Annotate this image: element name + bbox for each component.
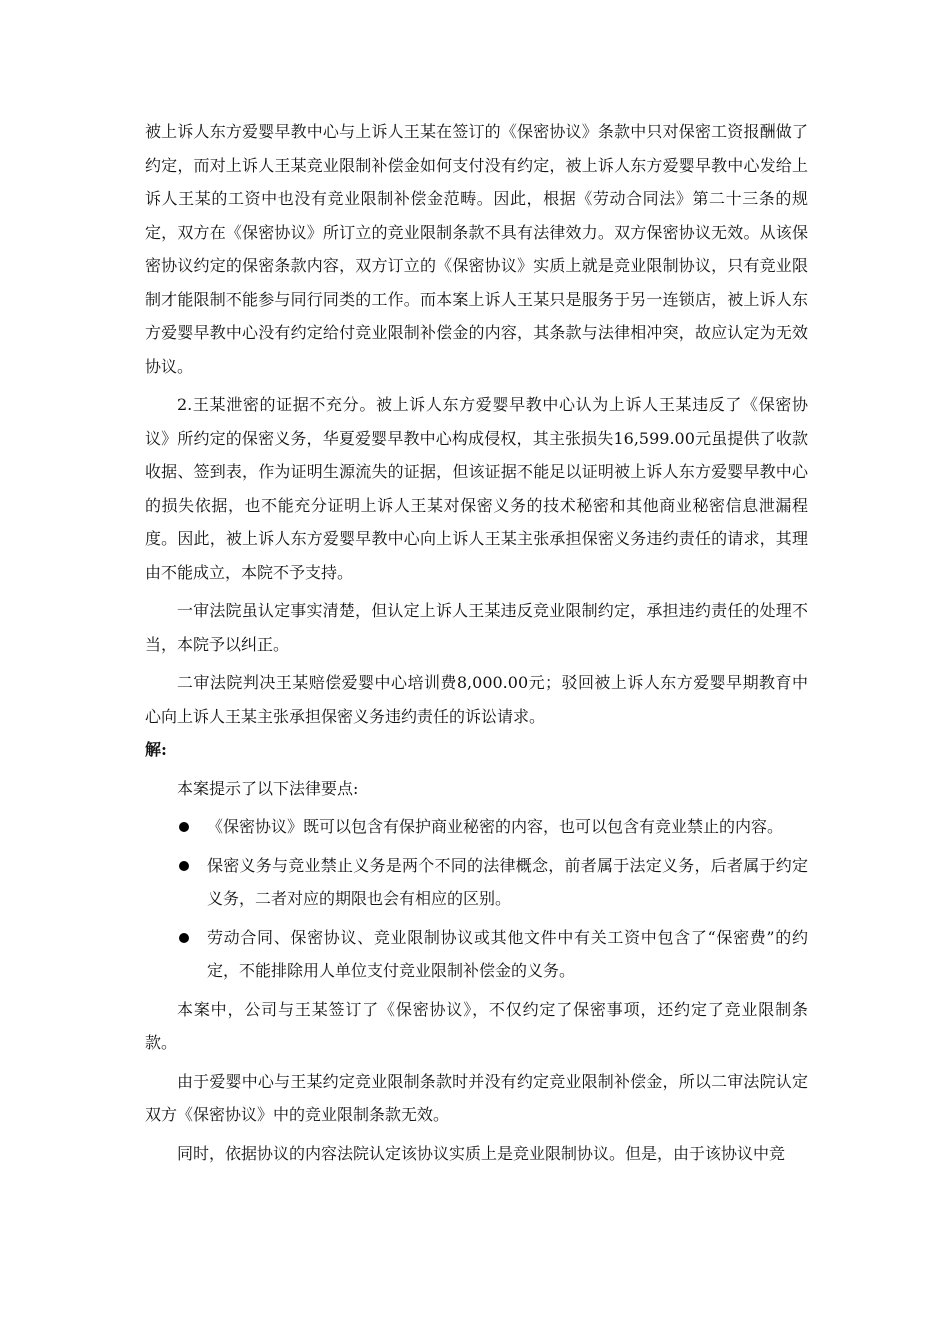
intro-line: 本案提示了以下法律要点:	[177, 778, 359, 798]
bullet-icon	[179, 861, 189, 871]
section-heading: 解:	[145, 740, 167, 759]
list-item	[145, 849, 808, 916]
paragraph-1: 被上诉人东方爱婴早教中心与上诉人王某在签订的《保密协议》条款中只对保密工资报酬做了约定，而对上诉人王某竞业限制补偿金如何支付没有约定，被上诉人东方爱婴早教中心发给上诉人王某的工资中也没有竞业限制补偿金范畴。因此，根据《劳动合同法》第二十三条的规定，双方在《保密协议》所订立的竞业限制条款不具有法律效力。双方保密协议无效。从该保密协议约定的保密条款内容，双方订立的《保密协议》实质上就是竞业限制协议，只有竞业限制才能限制不能参与同行同类的工作。而本案上诉人王某只是服务于另一连锁店，被上诉人东方爱婴早教中心没有约定给付竞业限制补偿金的内容，其条款与法律相冲突，故应认定为无效协议。	[145, 122, 808, 376]
bullet-icon	[179, 822, 189, 832]
list-item	[145, 921, 808, 988]
list-item-text: 《保密协议》既可以包含有保护商业秘密的内容，也可以包含有竞业禁止的内容。	[207, 817, 784, 836]
closing-paragraph-3: 同时，依据协议的内容法院认定该协议实质上是竞业限制协议。但是，由于该协议中竞	[177, 1143, 786, 1163]
list-item	[145, 810, 808, 844]
closing-paragraph-2: 由于爱婴中心与王某约定竞业限制条款时并没有约定竞业限制补偿金，所以二审法院认定双方《保密协议》中的竞业限制条款无效。	[145, 1071, 808, 1124]
list-item-text: 劳动合同、保密协议、竞业限制协议或其他文件中有关工资中包含了“保密费”的约定，不能排除用人单位支付竞业限制补偿金的义务。	[207, 927, 808, 980]
bullet-icon	[179, 933, 189, 943]
paragraph-3: 一审法院虽认定事实清楚，但认定上诉人王某违反竞业限制约定，承担违约责任的处理不当，本院予以纠正。	[145, 601, 808, 654]
list-item-text: 保密义务与竞业禁止义务是两个不同的法律概念，前者属于法定义务，后者属于约定义务，二者对应的期限也会有相应的区别。	[207, 855, 808, 908]
paragraph-2: 2.王某泄密的证据不充分。被上诉人东方爱婴早教中心认为上诉人王某违反了《保密协议》所约定的保密义务，华夏爱婴早教中心构成侵权，其主张损失16,599.00元虽提供了收款收据、签到表，作为证明生源流失的证据，但该证据不能足以证明被上诉人东方爱婴早教中心的损失依据，也不能充分证明上诉人王某对保密义务的技术秘密和其他商业秘密信息泄漏程度。因此，被上诉人东方爱婴早教中心向上诉人王某主张承担保密义务违约责任的请求，其理由不能成立，本院不予支持。	[145, 395, 808, 582]
closing-paragraph-1: 本案中，公司与王某签订了《保密协议》，不仅约定了保密事项，还约定了竞业限制条款。	[145, 999, 808, 1052]
key-points-list	[145, 810, 808, 988]
paragraph-4: 二审法院判决王某赔偿爱婴中心培训费8,000.00元；驳回被上诉人东方爱婴早期教育中心向上诉人王某主张承担保密义务违约责任的诉讼请求。	[145, 673, 808, 726]
